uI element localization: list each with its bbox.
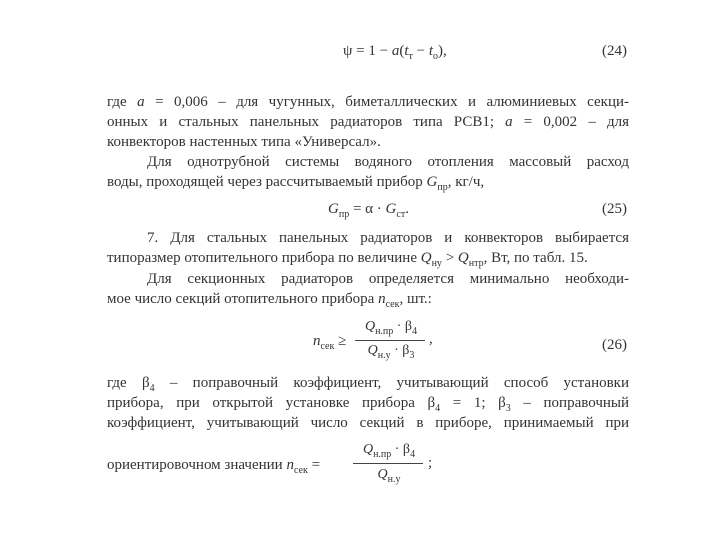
equation-26-lhs: $n_{сек}$ ≥	[313, 333, 347, 352]
equation-26-denominator: $Q_{н.у} \cdot \beta_3$	[367, 343, 415, 361]
equation-number-24: (24)	[602, 43, 627, 59]
paragraph-line: коэффициент, учитывающий число секций в приборе, принимаемый при	[107, 415, 629, 431]
paragraph-line: 7. Для стальных панельных радиаторов и конвекторов выбирается	[147, 230, 629, 246]
equation-24: $\psi = 1 - a(t_т - t_о)$,	[343, 43, 447, 62]
equation-27-lead: ориентировочном значении $n_{сек}$ =	[107, 457, 321, 476]
paragraph-line: мое число секций отопительного прибора $n_{сек}$, шт.:	[107, 291, 432, 310]
equation-27-denominator: $Q_{н.у}$	[377, 467, 401, 485]
paragraph-line: где a = 0,006 – для чугунных, биметаллических и алюминиевых секци-	[107, 94, 629, 110]
fraction-bar	[353, 463, 423, 464]
paragraph-line: где $\beta_4$ – поправочный коэффициент, учитывающий способ установки	[107, 375, 629, 394]
equation-26-numerator: $Q_{н.пр} \cdot \beta_4$	[364, 319, 418, 337]
paragraph-line: Для секционных радиаторов определяется минимально необходи-	[147, 271, 629, 287]
equation-number-26: (26)	[602, 337, 627, 353]
equation-27-numerator: $Q_{н.пр} \cdot \beta_4$	[362, 442, 416, 460]
equation-26-comma: ,	[429, 331, 433, 347]
paragraph-line: конвекторов настенных типа «Универсал».	[107, 134, 381, 150]
paragraph-line: онных и стальных панельных радиаторов типа РСВ1; a = 0,002 – для	[107, 114, 629, 130]
equation-27-end: ;	[428, 455, 433, 471]
equation-25: $G_{пр} = \alpha \cdot G_{ст}$.	[328, 201, 409, 220]
paragraph-line: воды, проходящей через рассчитываемый прибор $G_{пр}$, кг/ч,	[107, 174, 485, 193]
paragraph-line: Для однотрубной системы водяного отопления массовый расход	[147, 154, 629, 170]
fraction-bar	[355, 340, 425, 341]
equation-number-25: (25)	[602, 201, 627, 217]
paragraph-line: прибора, при открытой установке прибора $\beta_4 = 1$; $\beta_3$ – поправочный	[107, 395, 630, 414]
paragraph-line: типоразмер отопительного прибора по величине $Q_{ну} > Q_{нтр}$, Вт, по табл. 15.	[107, 250, 588, 269]
